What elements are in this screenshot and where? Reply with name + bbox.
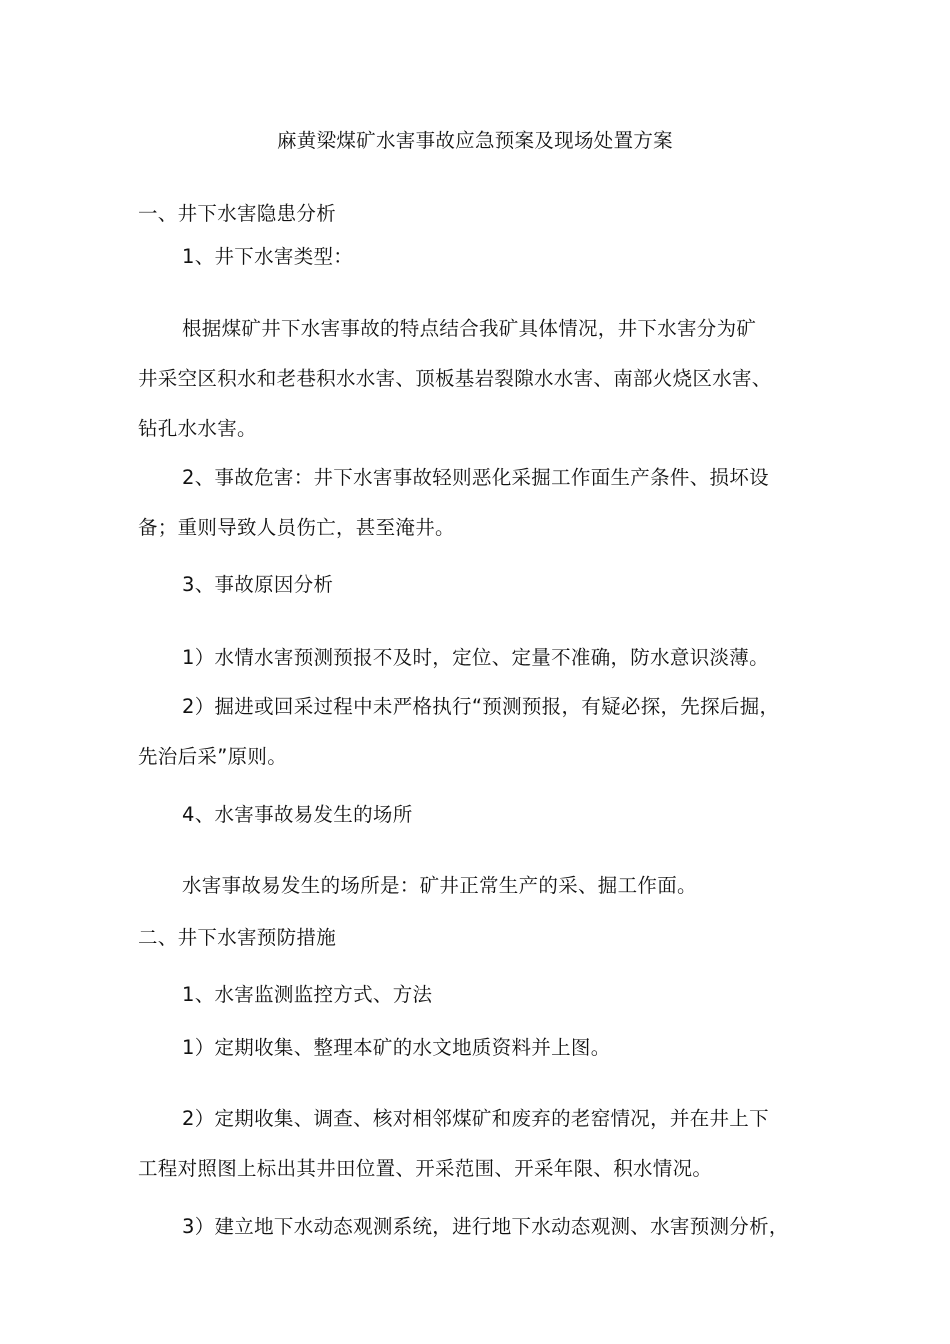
- paragraph-line: 1）定期收集、整理本矿的水文地质资料并上图。: [182, 1036, 611, 1059]
- paragraph-line: 2、事故危害：井下水害事故轻则恶化采掘工作面生产条件、损坏设: [182, 466, 769, 489]
- paragraph-line: 钻孔水水害。: [138, 417, 257, 440]
- subsection-heading: 4、水害事故易发生的场所: [182, 803, 413, 826]
- paragraph-line: 备；重则导致人员伤亡，甚至淹井。: [138, 516, 455, 539]
- paragraph-line: 井采空区积水和老巷积水水害、顶板基岩裂隙水水害、南部火烧区水害、: [138, 367, 772, 390]
- paragraph-line: 水害事故易发生的场所是：矿井正常生产的采、掘工作面。: [182, 874, 697, 897]
- section-heading-2: 二、井下水害预防措施: [138, 926, 337, 949]
- paragraph-line: 3）建立地下水动态观测系统，进行地下水动态观测、水害预测分析，: [182, 1215, 789, 1238]
- document-title: 麻黄梁煤矿水害事故应急预案及现场处置方案: [276, 129, 673, 152]
- paragraph-line: 工程对照图上标出其井田位置、开采范围、开采年限、积水情况。: [138, 1157, 713, 1180]
- paragraph-line: 先治后采”原则。: [138, 745, 288, 768]
- paragraph-line: 1）水情水害预测预报不及时，定位、定量不准确，防水意识淡薄。: [182, 646, 769, 669]
- section-heading-1: 一、井下水害隐患分析: [138, 202, 337, 225]
- paragraph-line: 2）定期收集、调查、核对相邻煤矿和废弃的老窑情况，并在井上下: [182, 1107, 769, 1130]
- paragraph-line: 根据煤矿井下水害事故的特点结合我矿具体情况，井下水害分为矿: [182, 317, 757, 340]
- subsection-heading: 1、井下水害类型：: [182, 245, 354, 268]
- subsection-heading: 3、事故原因分析: [182, 573, 334, 596]
- paragraph-line: 2）掘进或回采过程中未严格执行“预测预报，有疑必探，先探后掘，: [182, 695, 780, 718]
- subsection-heading: 1、水害监测监控方式、方法: [182, 983, 433, 1006]
